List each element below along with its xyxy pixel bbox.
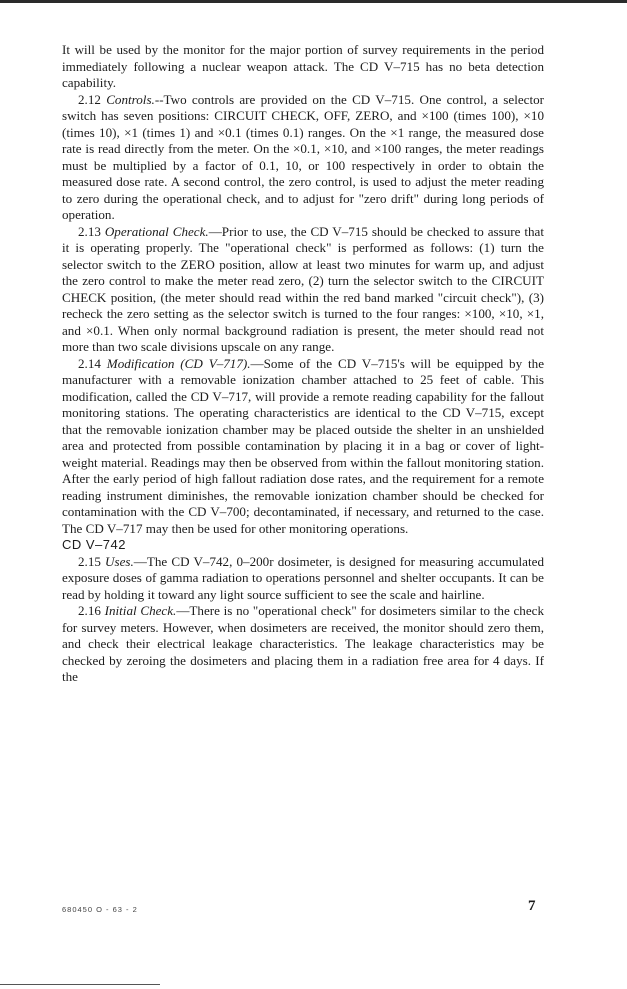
section-heading-initial-check: Initial Check. xyxy=(104,603,177,618)
section-heading-modification-suffix: (CD V–717). xyxy=(174,355,251,371)
section-number: 2.12 xyxy=(78,91,107,107)
paragraph-2-14 xyxy=(62,356,544,538)
paragraph-2-15 xyxy=(62,554,544,604)
section-heading-uses: Uses. xyxy=(105,553,134,569)
section-number: 2.14 xyxy=(78,355,107,371)
section-body: —Prior to use, the CD V–715 should be checked to assure that it is operating properly. The "operational check" is performed as follows: (1) turn the selector switch to the ZERO position, allow at least two minutes for warm up, and adjust the zero control to make the meter read zero, (2) turn the selector switch to the CIRCUIT CHECK position, (the meter should read within the red band marked "circuit check"), (3) recheck the zero setting as the selector switch is turned to the four ranges: ×100, ×10, ×1, and ×0.1. When only normal background radiation is present, the meter should read not more than two scale divisions upscale on any range. xyxy=(62,223,544,354)
paragraph-2-13 xyxy=(62,224,544,356)
section-body: —The CD V–742, 0–200r dosimeter, is designed for measuring accumulated exposure doses of gamma radiation to operations personnel and shelter occupants. It can be read by holding it toward any light source sufficient to see the scale and hairline. xyxy=(62,553,544,602)
section-number: 2.16 xyxy=(78,603,105,618)
section-heading-operational-check: Operational Check. xyxy=(104,223,209,239)
section-body: —Some of the CD V–715's will be equipped by the manufacturer with a removable ionization chamber attached to 25 feet of cable. This modification, called the CD V–717, will provide a remote reading capability for the fallout monitoring stations. The operating characteristics are identical to the CD V–715, except that the removable ionization chamber may be placed outside the shelter in an unshielded area and protected from possible contamination by placing it in a bag or cover of light-weight material. Readings may then be observed from within the fallout monitoring station. After the early period of high fallout radiation dose rates, and the requirement for a remote reading instrument diminishes, the removable ionization chamber should be checked for contamination with the CD V–700; decontaminated, if necessary, and returned to the case. The CD V–717 may then be used for other monitoring operations. xyxy=(62,355,545,536)
section-heading-modification: Modification xyxy=(106,355,175,371)
section-body: —There is no "operational check" for dosimeters similar to the check for survey meters. However, when dosimeters are received, the monitor should zero them, and check their electrical leakage characteristics. The leakage characteristics may be checked by zeroing the dosimeters and placing them in a radiation free area for 4 days. If the xyxy=(62,603,544,684)
heading-cd-v-742: CD V–742 xyxy=(62,537,126,552)
page-number: 7 xyxy=(528,898,536,914)
print-code: 680450 O - 63 - 2 xyxy=(62,905,138,914)
page-body xyxy=(62,42,544,686)
section-number: 2.13 xyxy=(78,223,105,239)
paragraph-2-12 xyxy=(62,92,544,224)
paragraph-2-16 xyxy=(62,603,544,686)
section-body: --Two controls are provided on the CD V–715. One control, a selector switch has seven positions: CIRCUIT CHECK, OFF, ZERO, and ×100 (times 100), ×10 (times 10), ×1 (times 1) and ×0.1 (times 0.1) ranges. On the ×1 range, the measured dose rate is read directly from the meter. On the ×0.1, ×10, and ×100 ranges, the meter readings must be multiplied by a factor of 0.1, 10, or 100 respectively in order to obtain the measured dose rate. A second control, the zero control, is used to adjust the meter reading to zero during the operational check, and to adjust for "zero drift" during long periods of operation. xyxy=(62,91,545,222)
section-number: 2.15 xyxy=(78,553,106,569)
paragraph-continuation: It will be used by the monitor for the major portion of survey requirements in the period immediately following a nuclear weapon attack. The CD V–715 has no beta detection capability. xyxy=(62,42,544,90)
top-rule xyxy=(0,0,627,3)
bottom-rule xyxy=(0,984,160,985)
section-heading-controls: Controls. xyxy=(106,91,155,107)
